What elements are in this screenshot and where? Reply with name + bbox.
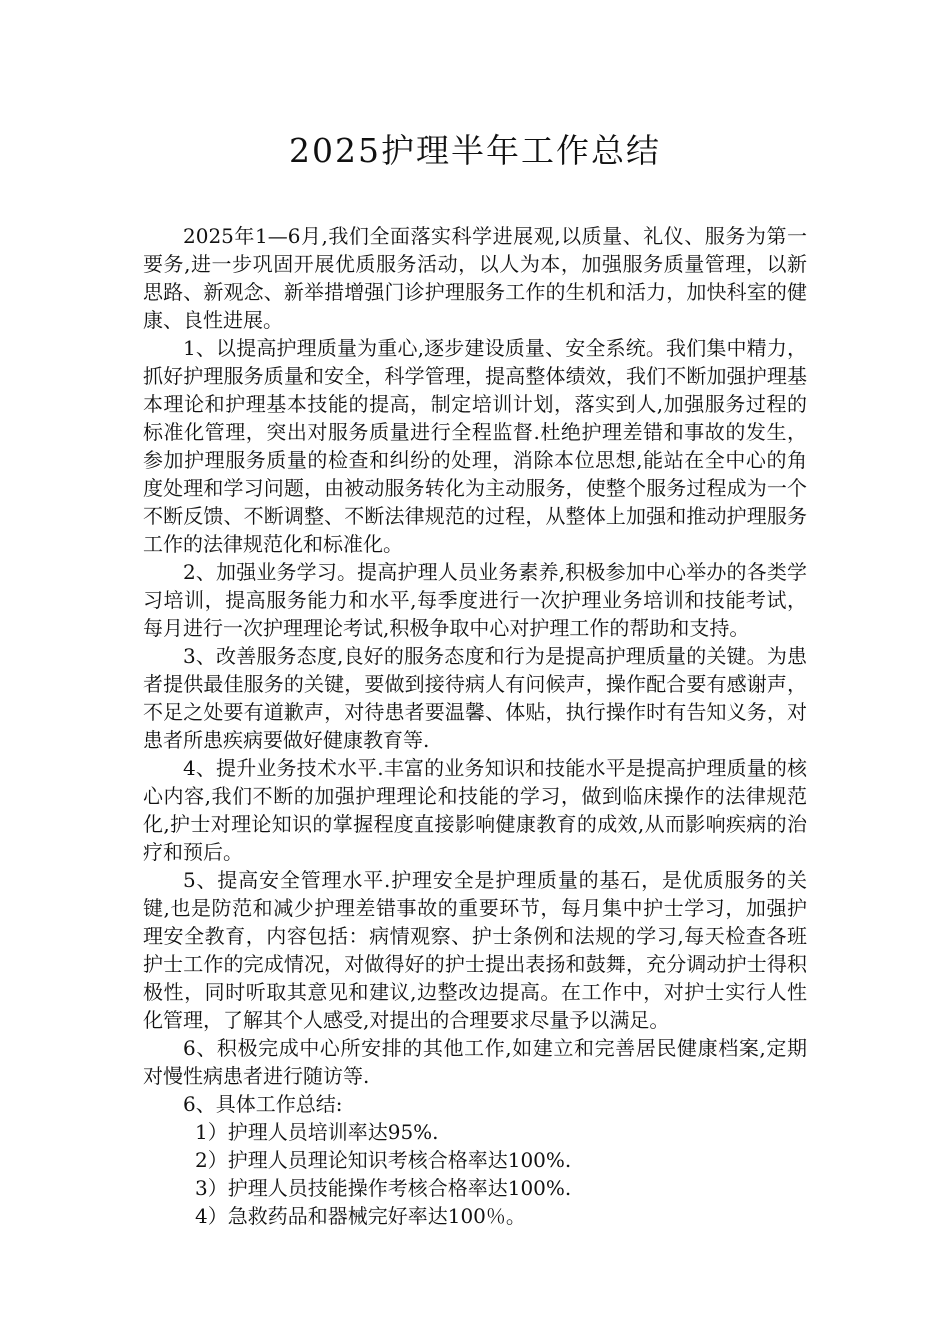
document-body xyxy=(143,222,807,1230)
document-title: 2025护理半年工作总结 xyxy=(289,131,661,170)
section-5-paragraph: 5、提高安全管理水平.护理安全是护理质量的基石，是优质服务的关键,也是防范和减少护理差错事故的重要环节，每月集中护士学习，加强护理安全教育，内容包括：病情观察、护士条例和法规的学习,每天检查各班护士工作的完成情况，对做得好的护士提出表扬和鼓舞，充分调动护士得积极性，同时听取其意见和建议,边整改边提高。在工作中，对护士实行人性化管理，了解其个人感受,对提出的合理要求尽量予以满足。 xyxy=(143,868,807,1032)
section-1-paragraph: 1、以提高护理质量为重心,逐步建设质量、安全系统。我们集中精力，抓好护理服务质量和安全，科学管理，提高整体绩效，我们不断加强护理基本理论和护理基本技能的提高，制定培训计划，落实到人,加强服务过程的标准化管理，突出对服务质量进行全程监督.杜绝护理差错和事故的发生，参加护理服务质量的检查和纠纷的处理，消除本位思想,能站在全中心的角度处理和学习问题，由被动服务转化为主动服务，使整个服务过程成为一个不断反馈、不断调整、不断法律规范的过程，从整体上加强和推动护理服务工作的法律规范化和标准化。 xyxy=(143,336,807,556)
summary-item: 2）护理人员理论知识考核合格率达100%. xyxy=(195,1148,572,1172)
section-3-paragraph: 3、改善服务态度,良好的服务态度和行为是提高护理质量的关键。为患者提供最佳服务的关键，要做到接待病人有问候声，操作配合要有感谢声，不足之处要有道歉声，对待患者要温馨、体贴，执行操作时有告知义务，对患者所患疾病要做好健康教育等. xyxy=(143,644,807,752)
summary-item: 4）急救药品和器械完好率达100％。 xyxy=(195,1204,526,1228)
intro-paragraph: 2025年1—6月,我们全面落实科学进展观,以质量、礼仪、服务为第一要务,进一步巩固开展优质服务活动，以人为本，加强服务质量管理，以新思路、新观念、新举措增强门诊护理服务工作的生机和活力，加快科室的健康、良性进展。 xyxy=(143,224,807,332)
section-2-paragraph: 2、加强业务学习。提高护理人员业务素养,积极参加中心举办的各类学习培训，提高服务能力和水平,每季度进行一次护理业务培训和技能考试，每月进行一次护理理论考试,积极争取中心对护理工作的帮助和支持。 xyxy=(143,560,807,640)
summary-item: 3）护理人员技能操作考核合格率达100%. xyxy=(195,1176,572,1200)
summary-heading: 6、具体工作总结: xyxy=(183,1092,343,1116)
section-6-paragraph: 6、积极完成中心所安排的其他工作,如建立和完善居民健康档案,定期对慢性病患者进行随访等. xyxy=(143,1036,807,1088)
summary-item: 1）护理人员培训率达95%. xyxy=(195,1120,439,1144)
section-4-paragraph: 4、提升业务技术水平.丰富的业务知识和技能水平是提高护理质量的核心内容,我们不断的加强护理理论和技能的学习，做到临床操作的法律规范化,护士对理论知识的掌握程度直接影响健康教育的成效,从而影响疾病的治疗和预后。 xyxy=(143,756,807,864)
